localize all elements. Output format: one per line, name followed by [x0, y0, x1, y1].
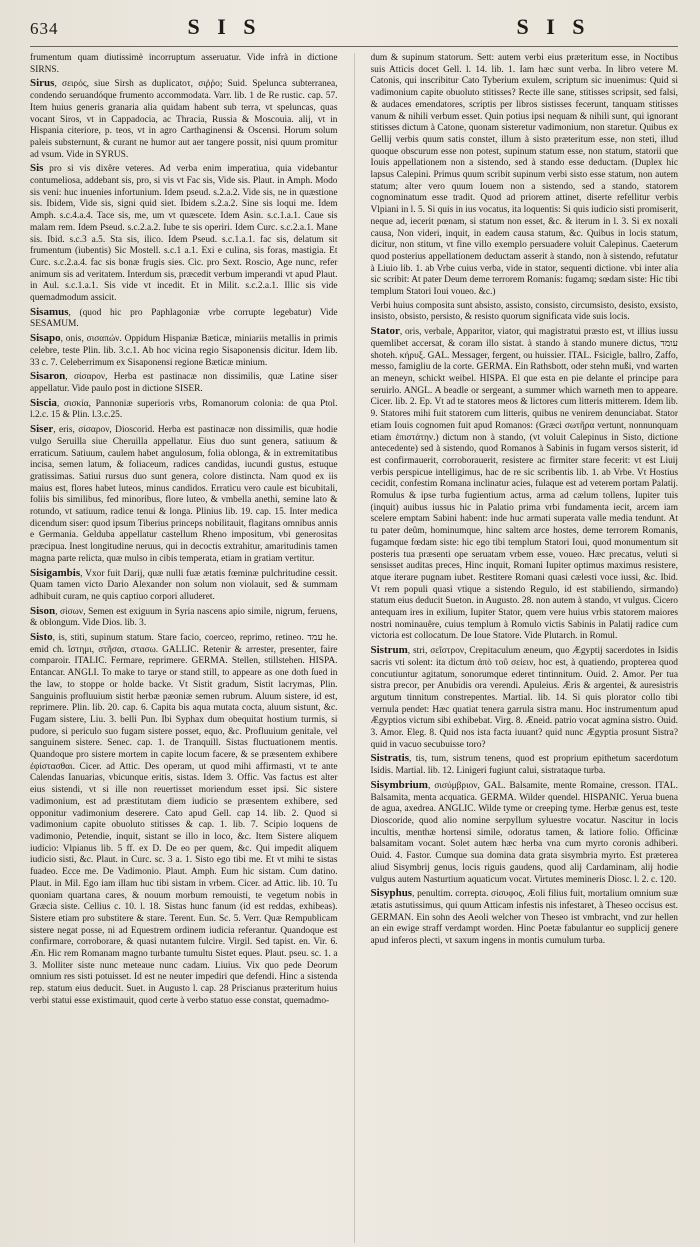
entry-headword: Sirus	[30, 77, 55, 90]
dictionary-entry	[30, 424, 338, 565]
entry-text: pro si vis dixêre veteres. Ad verba enim imperatiua, quia videbantur contumeliosa, addebant sis, pro, si vis vt Fac sis, Vide sis. Plaut. in Amph. Modo sis veni: huc inuenies infortunium. Idem pseud. s.2.a.2. Vide sis, ne in quæstione sis. Ibidem, Vide sis, signi quid siet. Ibidem s.2.a.2. Sine sis loqui me. Idem Amph. s.c.4.a.4. Tace sis, me, um vt quæscete. Idem Asin. s.c.1.a.1. Caue sis malam rem. Idem Pseud. s.c.2.a.2. Iube te sis operiri. Idem Curc. s.c.2.a.1. Mane sis. Ibid. s.c.3 a.5. Sta sis, ilico. Idem Pseud. s.c.1.a.1. fac sis, delatum sit frumentum (iubentis) Sic Mostell. s.c.1 a.1. Exi e culina, sis foras, mastigia. Et Curc. s.c.2.a.4. fac sis bonæ frugis sies. Cic. pro Sext. Roscio, Age nunc, refer animum sis ad veritatem. Interdum sis, præcedit verbum imperandi vt apud Plaut. in Aul. s.c.1.a.1. Sis vide vt incedit. Et in Milit. s.c.2.a.1. Illic sis vide quemadmodum assicit.	[30, 164, 338, 304]
entry-text: dum & supinum statorum. Sett: autem verbi eius præteritum esse, in Noctibus suis Atticis docet Gell. l. 14. lib. 1. Iam hæc sunt verba. In libro vetere M. Catonis, qui inscribitur Cato Tyberium exulem, scriptum sic inuenimus: Quid si vadimonium capite obuoluto stitisses? Recte ille sane, stitisses scripsit, sed falsi, & audaces emendatores, scriptis per libros sistisses fecerunt, tanquam stitisses vanum & nihili verbum esset. Quin potius ipsi nequam & nihili sunt, qui ignorant stitisses dictum à Catone, quonam sisteretur vadimonium, non staretur. Quibus ex Gellij verbis quum satis constet, illum à sisto præteritum esse, non steti, illud quoque obscurum esse non potest, supinum statum esse, non statum, statorii que Iouis appellationem non a sistendo, sed à stando esse deductam. (Duplex hic lapsus Calepini. Primus quum scribit supinum verbi sisto esse statum, non autem statum; alter vero quum Iouem non a sistendo, sed a stando, statorem cognominatum esse tradit. Quod ad priorem attinet, diserte refellitur verbis Vlpiani in l. 5. Si quis in ius vocatus, ita loquentis: Si quis iudicio sisti promiserit, neque ad, iecerit pœnam, si statum non esset, &c. & iterum in l. 3. Si ex noxali causa, Non videri, inquit, in eadem causa statum, &c. Quibus in locis statum, dicitur, non stitum, vt fine villo exemplo persuadere voluit Calepinus. Caeterum quod posterius appellationem deductam asserit à stando, non à sistendo, refutatur à Liuio lib. 1. ab Vrbe cuius verba, vide in stator, sequenti dictione. vbi inter alia sic scribit: At pater Deum deme terrorem Romanis: fugamq; sœdam siste: Hic tibi templum Statori Ioui voueo. &c.)	[370, 53, 678, 298]
entry-text: Verbi huius composita sunt absisto, assisto, consisto, circumsisto, desisto, exsisto, insisto, obsisto, persisto, & resisto quorum significata vide suis locis.	[370, 300, 678, 323]
page-header	[30, 14, 678, 47]
dictionary-entry	[371, 888, 679, 948]
entry-headword: Siscia	[30, 396, 57, 409]
dictionary-entry	[30, 371, 338, 395]
entry-text: , σειρός, siue Sirsh as duplicatoτ, σιῤῥο; Suid. Spelunca subterranea, condendo seruandóque frumento accommodata. Varr. lib. 1 de Re rustic. cap. 57. Item huius generis granaria alia quidam habent sub terra, vt speluncas, quas vocant Siros, vt in Cappadocia, ac Thracia, Russia & Moscouia. alij, vt in Hispania citeriore, p. teos, vt in agro Carthaginensi & Oscensi. Horum solum paleis substernunt, & curant ne humor aut aer tangere possit, nisi quum promitur ad vsum. Vide in SYRUS.	[30, 79, 338, 160]
entry-text: , tis, tum, sistrum tenens, quod est proprium epithetum sacerdotum Isidis. Martial. lib. 12. Linigeri fugiunt calui, sistrataque turba.	[370, 754, 678, 777]
entry-text: , σισύμβριον, GAL. Balsamite, mente Romaine, cresson. ITAL. Balsamita, menta acquatica. GERMA. Wilder quendel. HISPANIC. Yerua buena de agua, axedrea. ANGLIC. Wilde tyme or creeping tyme. Herbæ genus est, teste Dioscoride, quod alio nomine serpyllum syluestre vocatur. Nascitur in locis incultis, menthæ hortensi simile, odoratus tamen, & latiore folio. Officinæ balsamitam vocant. Solet autem hæc herba vna cum myrto coronis adhiberi. Ouid. 4. Fastor. Cumque sua domina data grata sisymbria myrto. Est præterea aliud Sisymbrij genus, locis riguis gaudens, quod alij Cardaminam, alij hodie vulgus autem Nasturtium aquaticum vocat. Virtutes memineris Diosc. l. 2. c. 120.	[370, 780, 678, 885]
entry-text: , onis, σισαπών. Oppidum Hispaniæ Bæticæ, miniariis metallis in primis celebre, teste Plin. lib. 3.c.1. Ab hoc vicina regio Sisaponensis dicitur. Idem lib. 33 c. 7. Celeberrimum ex Sisaponensi regione Bæticæ minium.	[30, 334, 338, 368]
entry-text: , eris, σίσαρον, Dioscorid. Herba est pastinacæ non dissimilis, quæ hodie vulgo Seruilla siue Cheruilla appellatur. Eius duo sunt genera, satiuum & erraticum. Satiuum, caulem habet angulosum, folia oblonga, & in extremitatibus incisa, semen latum, & foliaceum, radices candidas, iucundi gustus, estuque gratissimas. Satiui rursus duo sunt genera, colore distincta. Nam quod ex iis maius est, flores habet luteos, minus candidos. Erraticu vero caule est bicubitali, foliis bis similibus, fed minoribus, flore luteo, & vmbella anethi, semine lato & rotundo, vt satiuum, radice tenui & longa. Plinius lib. 19. cap. 15. Inter medica dicendum siser: quod ipsum Tiberius princeps nobilitauit, flagitans omnibus annis e Germania. Gelduba appellatur castellum Rheno impositum, vbi generositas præcipua. Inest longitudine neruus, qui in decoctis extrahitur, amaritudinis tamen magna parte relicta, quæ mulso in cibis temperata, etiam in gratiam vertitur.	[30, 425, 338, 564]
entry-text: , is, stiti, supinum statum. Stare facio, coerceo, reprimo, retineo. עמד he. emid ch. ἵστημι, στῆσαι, στασω. GALLIC. Retenir & arrester, presenter, faire comparoir. ITALIC. Fermare, reprimere. GERMA. Stellen, stillstehen. HISPA. Entancar. ANGLI. To make to tarye or stand still, to appeare as one doth ſued in the law, to stoppe or holde backe. Vt Sistit gradum, Sistit lacrymas, Plin. Sanguinis profluuium sistit herbæ pæoniæ semen rubrum. Aluum sistere, id est, reprimere. Plin. lib. 20. cap. 6. Capita bis aqua mutata cocta, aluum sistunt, &c. Fugam sistere, Liu. 3. belli Pun. Ibi Syphax dum obequitat hostium turmis, si pudore, si periculo suo fugam sistere posset, equo, &c. Profluuium genitale, vel sanguinem sistere. Senec. cap. 1. de Tranquill. Sistas fluctuationem mentis. Quandoque pro sistere mortem in capite locum facere, & se præsentem exhibere ἐφίστασθαι. Cicer. ad Attic. Des operam, ut quod mihi affirmasti, vt te ante Calendas Ianuarias, vbicunque eritis, sistas. Idem 3. Offic. Vas factus est alter eius sistendi, vt si ille non reuertisset moriendum esset ipsi. Sic sistere vadimonium, est ad præstitutam diem iudicio se præsentem exhibere, sed opponitur vadimonium deserere. Cato apud Gell. cap 14. lib. 2. Quod si vadimonium capite obuoluto stitisses & cap. 1. lib. 7. Scipio loquens de vadimonio, Petendie, inquit, sistant se illo in loco, &c. Item Sistere aliquem iudicio: Vlpianus lib. 5 ff. ex D. De eo per quem, &c. Qui impedit aliquem iudicio sisti, &c. Plaut. in Curc. sc. 3 a. 1. Sisto ego tibi me. Et vt mihi te sistas fuadeo. Ecce me. De Vadimonio. Plaut. Amph. Eum hic sistam. Cum datino. Plaut. in Mil. Ego iam illam huc tibi sistam in vrbem. Cicer. ad Attic. lib. 10. Tu quoniam quartana cares, & nouum morbum remouisti, te vegetum nobis in Græcia siste. Cellius c. 10. l. 18. Sistas hunc fanum (id est reddas, exhibeas). Sistere etiam pro substitere & stare. Terent. Eun. Sc. 5. Verr. Quæ Rempublicam sistere negat posse, ni ad Equestrem ordinem iudicia referantur. Quandoque est confirmare, corroborare, & quasi nutantem fulcire. Virgil. Sed tapist. en. Vir. 6. Æn. Hic rem Romanam magno turbante tumultu Sistet eques. Plaut. pseu. sc. 1. a 3. Molliter siste nunc meteaue nunc cadam. Liuius. Vix quo pede Deorum omnium res sisti potuisset. Id est ne neuter impediri que defendi. Hinc a sistenda rep. statum eius deducit. Suet. in Augusto l. cap. 28 Priscianus præteritum huius verbi statui esse existimauit, quod certe à verbo statuo esse constat, quemadmo-	[30, 633, 338, 1006]
entry-text: , stri, σεῖστρον, Crepitaculum æneum, quo Ægyptij sacerdotes in Isidis sacris vti solent: ita dictum ἀπὸ τοῦ σείειν, hoc est, à quatiendo, propterea quod concutiuntur agitatum, sonorumque ederet tintinnitum. Ouid. 2. Amor. Per tua sistra precor, per Anubidis ora verendi. Apuleius. Æris & argentei, & auresistris argutum tinnitum constrepentes. Martial. lib. 14. Si quis plorator collo tibi vernula pendet: Hæc quatiat tenera garrula sistra manu. Hoc instrumentum apud Ægyptios victum sibi exhibebat. Virg. 8. Æneid. patrio vocat agmina sistro. Ouid. 3. Amor. Eleg. 8. Quid nos ista facta iuuant? quid nunc Ægyptia prosunt Sistra? quid in vacuo secubuisse toro?	[370, 646, 678, 750]
running-head-left: S I S	[187, 14, 262, 39]
entry-text: , σισκία, Pannoniæ superioris vrbs, Romanorum colonia: de qua Ptol. l.2.c. 15 & Plin. l.3.c.25.	[30, 398, 338, 421]
entry-text: , penultim. correpta. σίσυφος, Æoli filius fuit, mortalium omnium suæ ætatis astutissimus, qui quum Atticam infestis nis infestaret, à Theseo occisus est. GERMAN. Ein sohn des Aeoli welcher von Theseo ist vmbracht, vnd zur hellen an ein ewige straff verdampt worden. Hinc Poetæ fabulantur eo supplicij genere apud inferos plecti, vt saxum ingens in montis cumulum turba.	[370, 889, 678, 947]
entry-headword: Sistrum	[370, 644, 408, 657]
dictionary-entry	[30, 568, 338, 604]
entry-headword: Sisymbrium	[370, 778, 428, 791]
dictionary-entry	[371, 301, 679, 324]
entry-headword: Sis	[30, 162, 44, 175]
dictionary-entry	[371, 53, 679, 299]
dictionary-entry	[371, 753, 679, 777]
dictionary-entry	[30, 307, 338, 331]
running-head-right: S I S	[516, 14, 591, 39]
entry-text: , Vxor fuit Darij, quæ nulli fuæ ætatis fœminæ pulchritudine cessit. Quam tamen victo Dario Alexander non solum non violauit, sed & summam adhibuit curam, ne quis captiuo corpori alluderet.	[30, 568, 338, 602]
page-number: 634	[30, 19, 59, 38]
dictionary-entry	[371, 780, 679, 886]
entry-headword: Sisto	[30, 631, 53, 644]
dictionary-entry	[30, 606, 338, 630]
dictionary-entry	[371, 645, 679, 751]
entry-text: frumentum quam diutissimè incorruptum asseruatur. Vide infrà in dictione SIRNS.	[30, 53, 338, 75]
dictionary-entry	[30, 398, 338, 422]
text-columns	[30, 53, 678, 1243]
entry-headword: Sisaron	[30, 370, 66, 383]
dictionary-entry	[30, 53, 338, 76]
dictionary-entry	[30, 163, 338, 304]
dictionary-entry	[30, 632, 338, 1008]
entry-text: , oris, verbale, Apparitor, viator, qui magistratui præsto est, vt illius iussu quemlibet accersat, & coram illo sistat. à stando à stando munere dictus, עומד shoteh. κήρυξ. GAL. Messager, fergent, ou huissier. ITAL. Fsicigle, ballro, Zaffo, messo, famigliu de la corte. GERMA. Ein Rathsbott, oder stehn mußi, vnd warten an meneyn, schickt weibel. HISPA. El que esta en pie delante el principe para seruirlo. ANGL. A beadle or sergeant, a summer which warneth men to appeare. Cicer. lib. 2. Ep. Vt ad te statores meos & lictores cum litteris mitterem. Idem lib. 9. Statores mihi fuit statorem cum litteris, quibus ne venirem denunciabat. Stator etiam Iouis cognomen fuit apud Romanos: (Græci σωτῆρα vertunt, nonnunquam etiam ἐπιστάτην.) dictum non à stando, (vt voluit Calepinus in Sisto, dictione antecedente) sed à sistendo, quod Romanos à Sabinis in fugam versos sisterit, id est confirmauerit, corroborauerit, resistere ac firmiter stare fecerit: vt est Liuij verbis perspicue intelligimus, hac de re sic scribentis lib. 1. ab Vrbe. Vt Hostius cecidit, confestim Romana inclinatur acies, fulaque est ad veterem portam Palatij. Romulus & ipse turba fugientium actus, arma ad cælum tollens, Iupiter tuis (inquit) auibus iussus hic in Palatio prima vrbi fundamenta iecit, arcem iam scelere emptam Sabini habent: inde huc armati superata valle media tendunt. At tu pater deûm, hominumque, hinc saltem arce hostes, deme terrorem Romanis, fugamque fœdam siste: hic ego tibi templum Statori Ioui, quod monumentum sit posteris tua præsenti ope seruatam vrbem esse, voueo. Hæc precatus, veluti si sensisset auditas preces, Hinc inquit, Romani Iupiter optimus maximus resistere, atque iterare pugnam iubet. Restitere Romani quasi cælesti voce iussi, &c. Ibid. Vt rem populi quasi vtique a sistendo Regulo, id est stabiliendo, sirmando) statum eius deducit Sueton. in Augusto. 28. non autem à stando, vt vulgus. Cicero antequam ires in exilium, Iupiter Stator, quem vere huius vrbis statorem maiores nostri nominauêre, cuius templum à Romulo victis Sabinis in Palatij radice cum victoria est collocatum. De Ioue Statore. Vide Plutarch. in Romul.	[370, 327, 678, 642]
column-divider	[354, 53, 355, 1243]
dictionary-entry	[371, 326, 679, 643]
entry-headword: Sisigambis	[30, 566, 81, 579]
dictionary-entry	[30, 78, 338, 161]
entry-text: , σίσαρον, Herba est pastinacæ non dissimilis, quæ Latine siser appellatur. Vide paulo post in dictione SISER.	[30, 372, 338, 394]
left-column	[30, 53, 338, 1243]
entry-headword: Sisyphus	[370, 887, 413, 900]
entry-headword: Stator	[370, 325, 400, 338]
dictionary-entry	[30, 333, 338, 369]
right-column	[371, 53, 679, 1243]
entry-text: , (quod hic pro Paphlagoniæ vrbe corrupte legebatur) Vide SESAMUM.	[30, 307, 338, 330]
entry-text: , σίσων, Semen est exiguum in Syria nascens apio simile, nigrum, feruens, & oblongum. Vide Dios. lib. 3.	[30, 606, 338, 629]
entry-headword: Sison	[30, 604, 56, 617]
entry-headword: Sisamus	[30, 305, 69, 318]
entry-headword: Sistratis	[370, 752, 409, 765]
entry-headword: Siser	[30, 423, 54, 436]
entry-headword: Sisapo	[30, 332, 61, 345]
